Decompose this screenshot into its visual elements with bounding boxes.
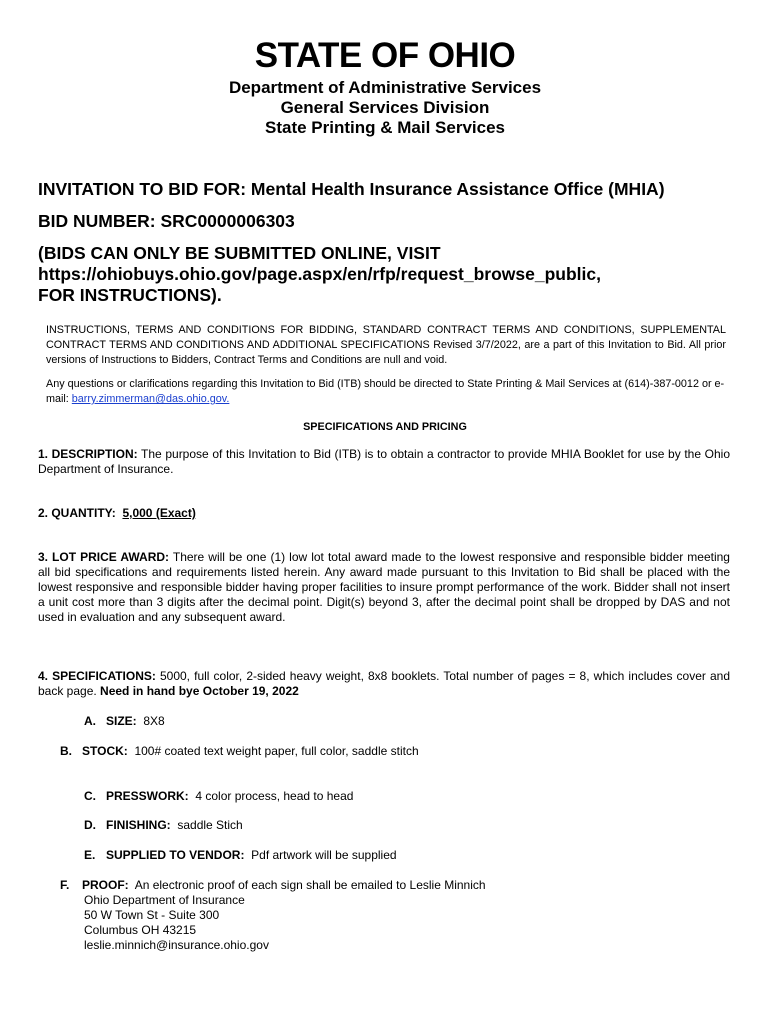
item-letter: C. bbox=[84, 789, 96, 803]
item-value: An electronic proof of each sign shall be emailed to Leslie Minnich bbox=[134, 878, 486, 892]
quantity-paragraph bbox=[38, 506, 730, 521]
item-letter: D. bbox=[84, 818, 96, 832]
item-value: 100# coated text weight paper, full color, saddle stitch bbox=[134, 744, 419, 758]
contact-email-link[interactable]: barry.zimmerman@das.ohio.gov. bbox=[71, 393, 230, 405]
item-label: SIZE: bbox=[106, 714, 137, 728]
specifications-text: 5000, full color, 2-sided heavy weight, 8x8 booklets. Total number of pages = 8, which includes cover and back page. bbox=[38, 669, 731, 698]
spec-item-supplied bbox=[84, 848, 397, 863]
terms-notice: INSTRUCTIONS, TERMS AND CONDITIONS FOR BIDDING, STANDARD CONTRACT TERMS AND CONDITIONS, SUPPLEMENTAL CONTRACT TERMS AND CONDITIONS AND ADDITIONAL SPECIFICATIONS Revised 3/7/2022, are a part of this Invitation to Bid. All prior versions of Instructions to Bidders, Contract Terms and Conditions are null and void. bbox=[46, 324, 726, 366]
lot-award-text: There will be one (1) low lot total award made to the lowest responsive and responsible bidder meeting all bid specifications and requirements listed herein. Any award made pursuant to this Invitation to Bid shall be placed with the lowest responsive and responsible bidder having proper facilities to insure prompt performance of the work. Bidder shall not insert a unit cost more than 3 digits after the decimal point. Digit(s) beyond 3, after the decimal point shall be dropped by DAS and not used in evaluation and any subsequent award. bbox=[38, 550, 730, 624]
specifications-paragraph bbox=[38, 669, 730, 699]
item-label: STOCK: bbox=[82, 744, 128, 758]
questions-notice bbox=[46, 377, 726, 407]
online-submission-notice bbox=[38, 243, 738, 306]
delivery-deadline: Need in hand bye October 19, 2022 bbox=[100, 684, 299, 698]
address-line: Ohio Department of Insurance bbox=[84, 893, 245, 907]
invitation-title: INVITATION TO BID FOR: Mental Health Insurance Assistance Office (MHIA) bbox=[38, 179, 665, 199]
item-label: PRESSWORK: bbox=[106, 789, 189, 803]
item-letter: B. bbox=[60, 744, 72, 758]
spec-item-finishing bbox=[84, 818, 243, 833]
spec-item-presswork bbox=[84, 789, 353, 804]
description-text: The purpose of this Invitation to Bid (ITB) is to obtain a contractor to provide MHIA Booklet for use by the Ohio Department of Insurance. bbox=[38, 447, 730, 476]
proof-address bbox=[84, 893, 269, 953]
online-notice-line: FOR INSTRUCTIONS). bbox=[38, 285, 222, 305]
online-notice-url: https://ohiobuys.ohio.gov/page.aspx/en/rfp/request_browse_public, bbox=[38, 264, 601, 284]
department-block bbox=[0, 78, 770, 138]
spec-item-size bbox=[84, 714, 165, 729]
division-line: General Services Division bbox=[280, 98, 490, 117]
questions-text: Any questions or clarifications regarding this Invitation to Bid (ITB) should be directed to State Printing & Mail Services at (614)-387-0012 or e-mail: bbox=[46, 378, 725, 405]
online-notice-line: (BIDS CAN ONLY BE SUBMITTED ONLINE, VISIT bbox=[38, 243, 441, 263]
spec-item-proof bbox=[60, 878, 486, 893]
lot-award-paragraph bbox=[38, 550, 730, 625]
item-value: saddle Stich bbox=[177, 818, 243, 832]
bid-number: BID NUMBER: SRC0000006303 bbox=[38, 211, 295, 231]
item-value: 4 color process, head to head bbox=[195, 789, 354, 803]
department-line: Department of Administrative Services bbox=[228, 78, 542, 97]
services-line: State Printing & Mail Services bbox=[265, 118, 505, 137]
quantity-value: 5,000 (Exact) bbox=[122, 506, 196, 520]
item-label: SUPPLIED TO VENDOR: bbox=[106, 848, 245, 862]
description-label: 1. DESCRIPTION: bbox=[38, 447, 138, 461]
description-paragraph bbox=[38, 447, 730, 477]
quantity-label: 2. QUANTITY: bbox=[38, 506, 116, 520]
item-value: Pdf artwork will be supplied bbox=[251, 848, 397, 862]
address-email: leslie.minnich@insurance.ohio.gov bbox=[84, 938, 269, 952]
spec-item-stock bbox=[60, 744, 419, 759]
specifications-label: 4. SPECIFICATIONS: bbox=[38, 669, 156, 683]
item-letter: A. bbox=[84, 714, 96, 728]
specifications-heading: SPECIFICATIONS AND PRICING bbox=[303, 421, 467, 433]
item-letter: E. bbox=[84, 848, 96, 862]
item-value: 8X8 bbox=[143, 714, 165, 728]
item-label: PROOF: bbox=[82, 878, 129, 892]
item-letter: F. bbox=[60, 878, 70, 892]
page-title: STATE OF OHIO bbox=[254, 36, 516, 75]
address-line: 50 W Town St - Suite 300 bbox=[84, 908, 220, 922]
item-label: FINISHING: bbox=[106, 818, 171, 832]
lot-award-label: 3. LOT PRICE AWARD: bbox=[38, 550, 170, 564]
address-line: Columbus OH 43215 bbox=[84, 923, 197, 937]
